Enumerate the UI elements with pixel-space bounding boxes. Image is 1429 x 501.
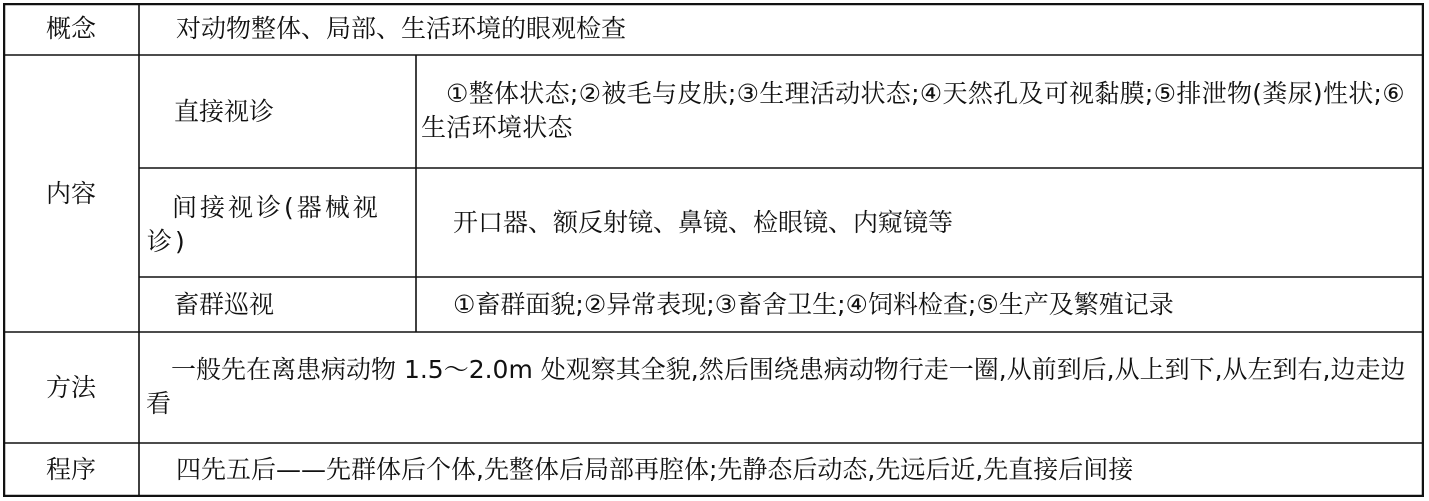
content-label: 内容 xyxy=(45,178,96,208)
method-text: 一般先在离患病动物 1.5～2.0m 处观察其全貌,然后围绕患病动物行走一圈,从前到后,从上到下,从左到右,边走边看 xyxy=(146,355,1406,418)
visual-exam-table xyxy=(3,3,1424,497)
procedure-text: 四先五后——先群体后个体,先整体后局部再腔体;先静态后动态,先远后近,先直接后间接 xyxy=(176,455,1134,484)
procedure-label: 程序 xyxy=(45,455,96,484)
indirect-exam-text: 开口器、额反射镜、鼻镜、检眼镜、内窥镜等 xyxy=(453,207,954,237)
herd-patrol-label: 畜群巡视 xyxy=(174,289,275,319)
direct-exam-text: ①整体状态;②被毛与皮肤;③生理活动状态;④天然孔及可视黏膜;⑤排泄物(粪尿)性状;⑥生活环境状态 xyxy=(421,79,1405,142)
indirect-exam-label: 间接视诊(器械视诊) xyxy=(147,193,381,256)
herd-patrol-text: ①畜群面貌;②异常表现;③畜舍卫生;④饲料检查;⑤生产及繁殖记录 xyxy=(453,289,1174,319)
concept-text: 对动物整体、局部、生活环境的眼观检查 xyxy=(176,14,627,43)
direct-exam-label: 直接视诊 xyxy=(174,96,275,126)
concept-label: 概念 xyxy=(45,14,96,43)
method-label: 方法 xyxy=(45,372,96,402)
